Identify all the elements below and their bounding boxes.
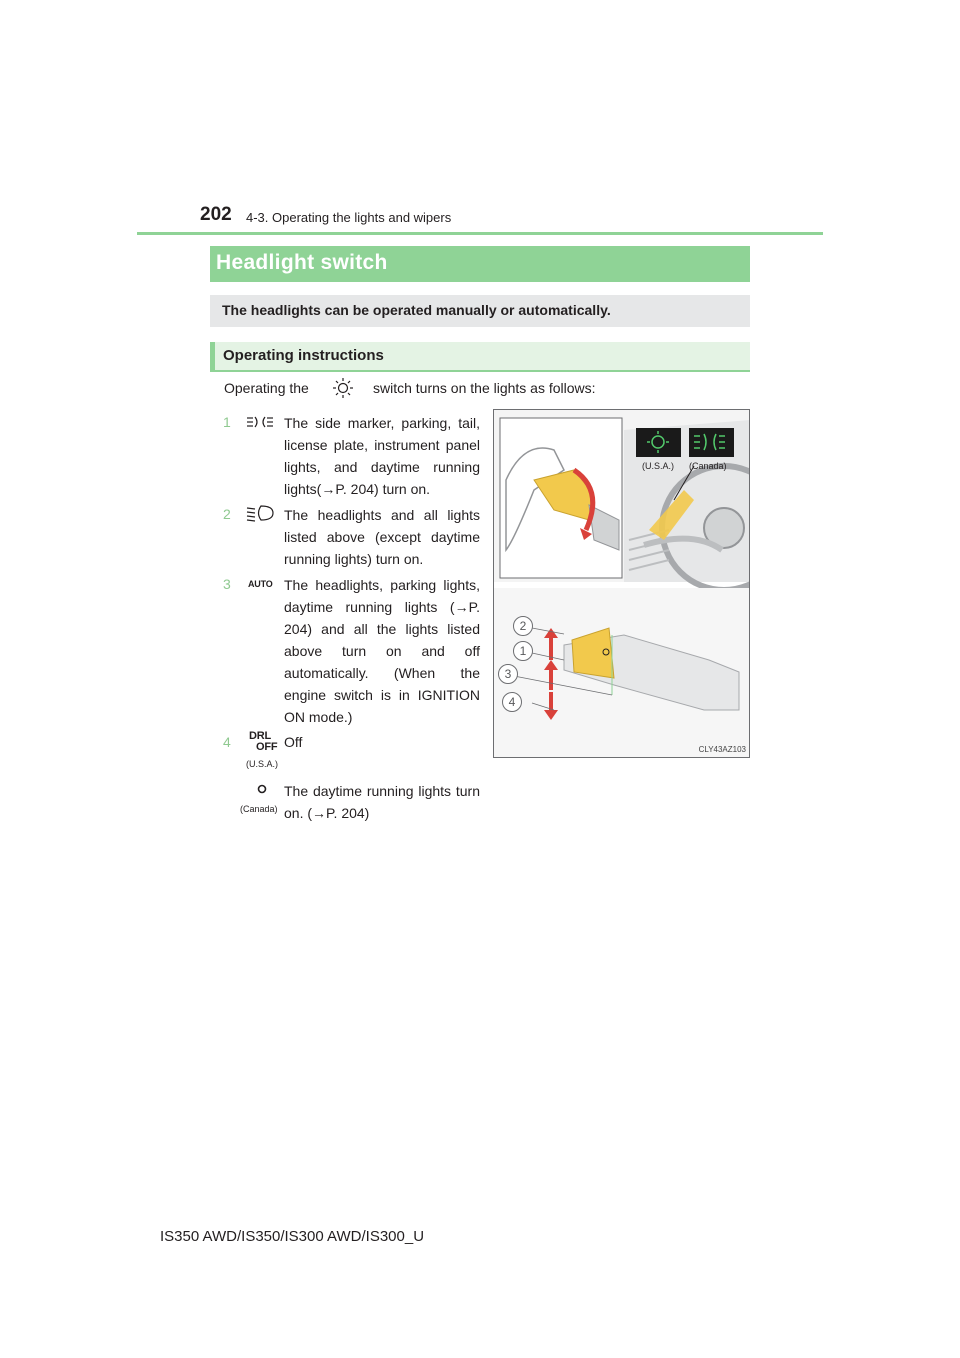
page-footer: IS350 AWD/IS350/IS300 AWD/IS300_U [160, 1228, 425, 1245]
canada-description: The daytime running lights turn on. (→P. 204) [284, 783, 480, 821]
figure-label-usa: (U.S.A.) [642, 461, 675, 471]
section-breadcrumb: 4-3. Operating the lights and wipers [246, 210, 452, 225]
step-number-2: 2 [223, 506, 231, 522]
item-2-description: The headlights and all lights listed above (except daytime running lights) turn on. [284, 507, 480, 567]
figure-callout-1: 1 [513, 641, 533, 661]
page-title: Headlight switch [216, 251, 388, 274]
off-circle-icon [257, 784, 267, 794]
subsection-heading: Operating instructions [223, 347, 384, 364]
step-number-3: 3 [223, 576, 231, 592]
step-number-1: 1 [223, 414, 231, 430]
parking-lights-icon [246, 414, 276, 430]
figure-callout-3: 3 [498, 664, 518, 684]
step-number-4: 4 [223, 734, 231, 750]
lead-text-after: switch turns on the lights as follows: [373, 380, 596, 396]
item-4-description: Off [284, 734, 303, 750]
drl-off-icon-top: DRL [249, 730, 272, 742]
item-3-description: The headlights, parking lights, daytime running lights (→P. 204) and all the lights listed above turn on and off automatically. (When the engine switch is in IGNITION ON mode.) [284, 577, 480, 725]
intro-box [210, 295, 750, 327]
figure-callout-2: 2 [513, 616, 533, 636]
low-beam-icon [246, 504, 276, 522]
region-tag-usa: (U.S.A.) [246, 759, 279, 769]
figure-callout-4: 4 [502, 692, 522, 712]
figure-label-canada: (Canada) [689, 461, 727, 471]
drl-off-icon-bottom: OFF [256, 741, 278, 753]
intro-text: The headlights can be operated manually or automatically. [222, 302, 611, 318]
item-1-description: The side marker, parking, tail, license plate, instrument panel lights, and daytime running lights(→P. 204) turn on. [284, 415, 480, 497]
headlight-sun-icon [332, 377, 354, 399]
headlight-switch-illustration [493, 409, 750, 758]
header-divider [137, 232, 823, 235]
region-tag-canada: (Canada) [240, 804, 278, 814]
lead-text-before: Operating the [224, 380, 309, 396]
page-title-bar [210, 246, 750, 282]
auto-icon: AUTO [248, 579, 273, 589]
subsection-heading-bar [210, 342, 750, 372]
figure-code: CLY43AZ103 [698, 745, 746, 754]
page-number: 202 [200, 204, 232, 225]
